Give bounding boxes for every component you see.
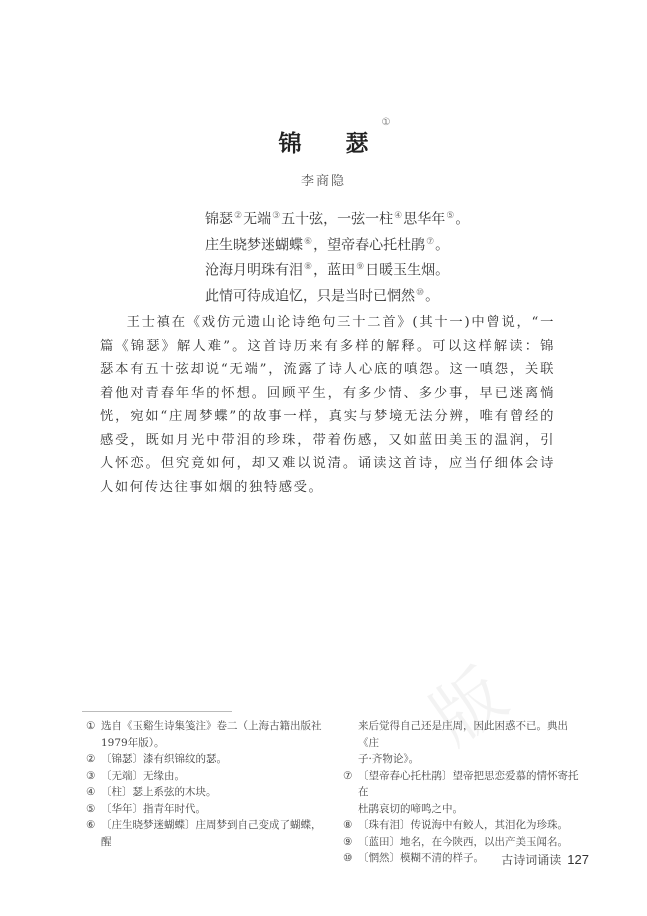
footnote-marker: ⑧ [304, 262, 313, 273]
footnote-number: ⑤ [86, 802, 96, 815]
footnote-number: ③ [86, 769, 96, 782]
poem-text: 锦瑟 [205, 211, 233, 228]
poem-text: 庄生晓梦迷蝴蝶 [205, 237, 303, 254]
footnote-number: ⑩ [343, 852, 353, 864]
footnote-text: 〔惘然〕模糊不清的样子。 [358, 852, 484, 864]
footnotes-right-column [343, 718, 579, 867]
commentary-paragraph: 王士禛在《戏仿元遗山论诗绝句三十二首》(其十一)中曾说，“一篇《锦瑟》解人难”。这首诗历来有多样的解释。可以这样解读：锦瑟本有五十弦却说“无端”，流露了诗人心底的嗔怨。这一嗔怨，关联着他对青春年华的怀想。回顾平生，有多少情、多少事，早已迷离惝恍，宛如“庄周梦蝶”的故事一样，真实与梦境无法分辨，唯有曾经的感受，既如月光中带泪的珍珠，带着伤感，又如蓝田美玉的温润，引人怀恋。但究竟如何，却又难以说清。诵读这首诗，应当仔细体会诗人如何传达往事如烟的独特感受。 [100, 315, 555, 495]
footnote-item [86, 718, 322, 735]
footnote-marker: ⑥ [304, 236, 313, 247]
footnote-text: 〔蓝田〕地名，在今陕西，以出产美玉闻名。 [358, 835, 568, 848]
poem-text: 日暖玉生烟。 [365, 262, 450, 279]
poem-text: 。 [435, 237, 450, 254]
footnote-text: 杜鹃哀切的啼鸣之中。 [358, 802, 463, 815]
footnote-number: ⑨ [343, 835, 353, 848]
footnote-item [86, 768, 322, 785]
footnote-number: ⑧ [343, 819, 353, 831]
footnote-text: 〔华年〕指青年时代。 [101, 802, 206, 815]
footnote-marker: ⑨ [356, 262, 365, 273]
footnote-marker: ④ [394, 211, 403, 221]
footnote-item [343, 834, 579, 851]
poem-body [205, 205, 485, 308]
footnote-item [86, 801, 322, 818]
footnote-item [343, 768, 579, 801]
poem-line [205, 256, 485, 282]
poem-line [205, 205, 485, 231]
poem-line [205, 282, 485, 308]
poem-line [205, 231, 485, 257]
poem-text: 思华年 [403, 211, 446, 228]
footnote-item [343, 751, 579, 768]
poem-title-text: 锦 瑟 [278, 130, 387, 157]
poem-title [0, 117, 647, 158]
title-footnote-marker: ① [381, 117, 391, 128]
footnote-number: ② [86, 753, 96, 765]
footnote-item [86, 817, 322, 850]
footnote-marker: ⑩ [416, 287, 425, 298]
footnote-text: 〔望帝春心托杜鹃〕望帝把思恋爱慕的情怀寄托在 [358, 769, 579, 798]
footnote-item [86, 735, 322, 752]
footnote-divider [82, 711, 232, 712]
poem-text: 无端 [243, 211, 272, 228]
footnotes-left-column [86, 718, 322, 850]
page-footer [501, 851, 589, 868]
footnote-item [343, 817, 579, 834]
footnote-text: 〔锦瑟〕漆有织锦纹的瑟。 [101, 753, 227, 765]
poem-text: 。 [455, 211, 470, 228]
footnote-item [86, 751, 322, 768]
footnote-text: 〔无端〕无缘由。 [101, 769, 185, 782]
footnote-text: 子·齐物论》。 [358, 753, 420, 765]
footnote-item [343, 801, 579, 818]
footnote-text: 选自《玉谿生诗集笺注》卷二（上海古籍出版社 [101, 720, 322, 732]
footnote-text: 来后觉得自己还是庄周，因此困惑不已。典出《庄 [358, 720, 568, 749]
footnote-marker: ⑦ [426, 236, 435, 247]
footnote-text: 〔柱〕瑟上系弦的木块。 [101, 786, 217, 798]
poem-text: ，望帝春心托杜鹃 [313, 237, 426, 254]
footnote-text: 〔珠有泪〕传说海中有鲛人，其泪化为珍珠。 [358, 819, 568, 831]
poem-text: 。 [425, 288, 440, 305]
footnote-marker: ⑤ [446, 211, 455, 221]
footnote-item [343, 718, 579, 751]
section-name: 古诗词诵读 [501, 853, 562, 867]
footnote-text: 〔庄生晓梦迷蝴蝶〕庄周梦到自己变成了蝴蝶，醒 [101, 819, 322, 848]
poem-author: 李商隐 [300, 174, 346, 189]
page-number: 127 [567, 852, 589, 867]
poem-text: 沧海月明珠有泪 [205, 262, 303, 279]
poem-text: ，蓝田 [313, 262, 356, 279]
footnote-item [86, 784, 322, 801]
poem-text: 此情可待成追忆，只是当时已惘然 [205, 288, 415, 305]
poem-text: 五十弦，一弦一柱 [281, 211, 394, 228]
footnote-number: ⑥ [86, 819, 96, 831]
footnote-number: ④ [86, 786, 96, 798]
footnote-marker: ③ [272, 211, 281, 221]
footnote-number: ⑦ [343, 769, 353, 782]
footnote-marker: ② [234, 211, 243, 221]
footnote-number: ① [86, 720, 96, 732]
footnote-text: 1979年版）。 [101, 736, 165, 749]
